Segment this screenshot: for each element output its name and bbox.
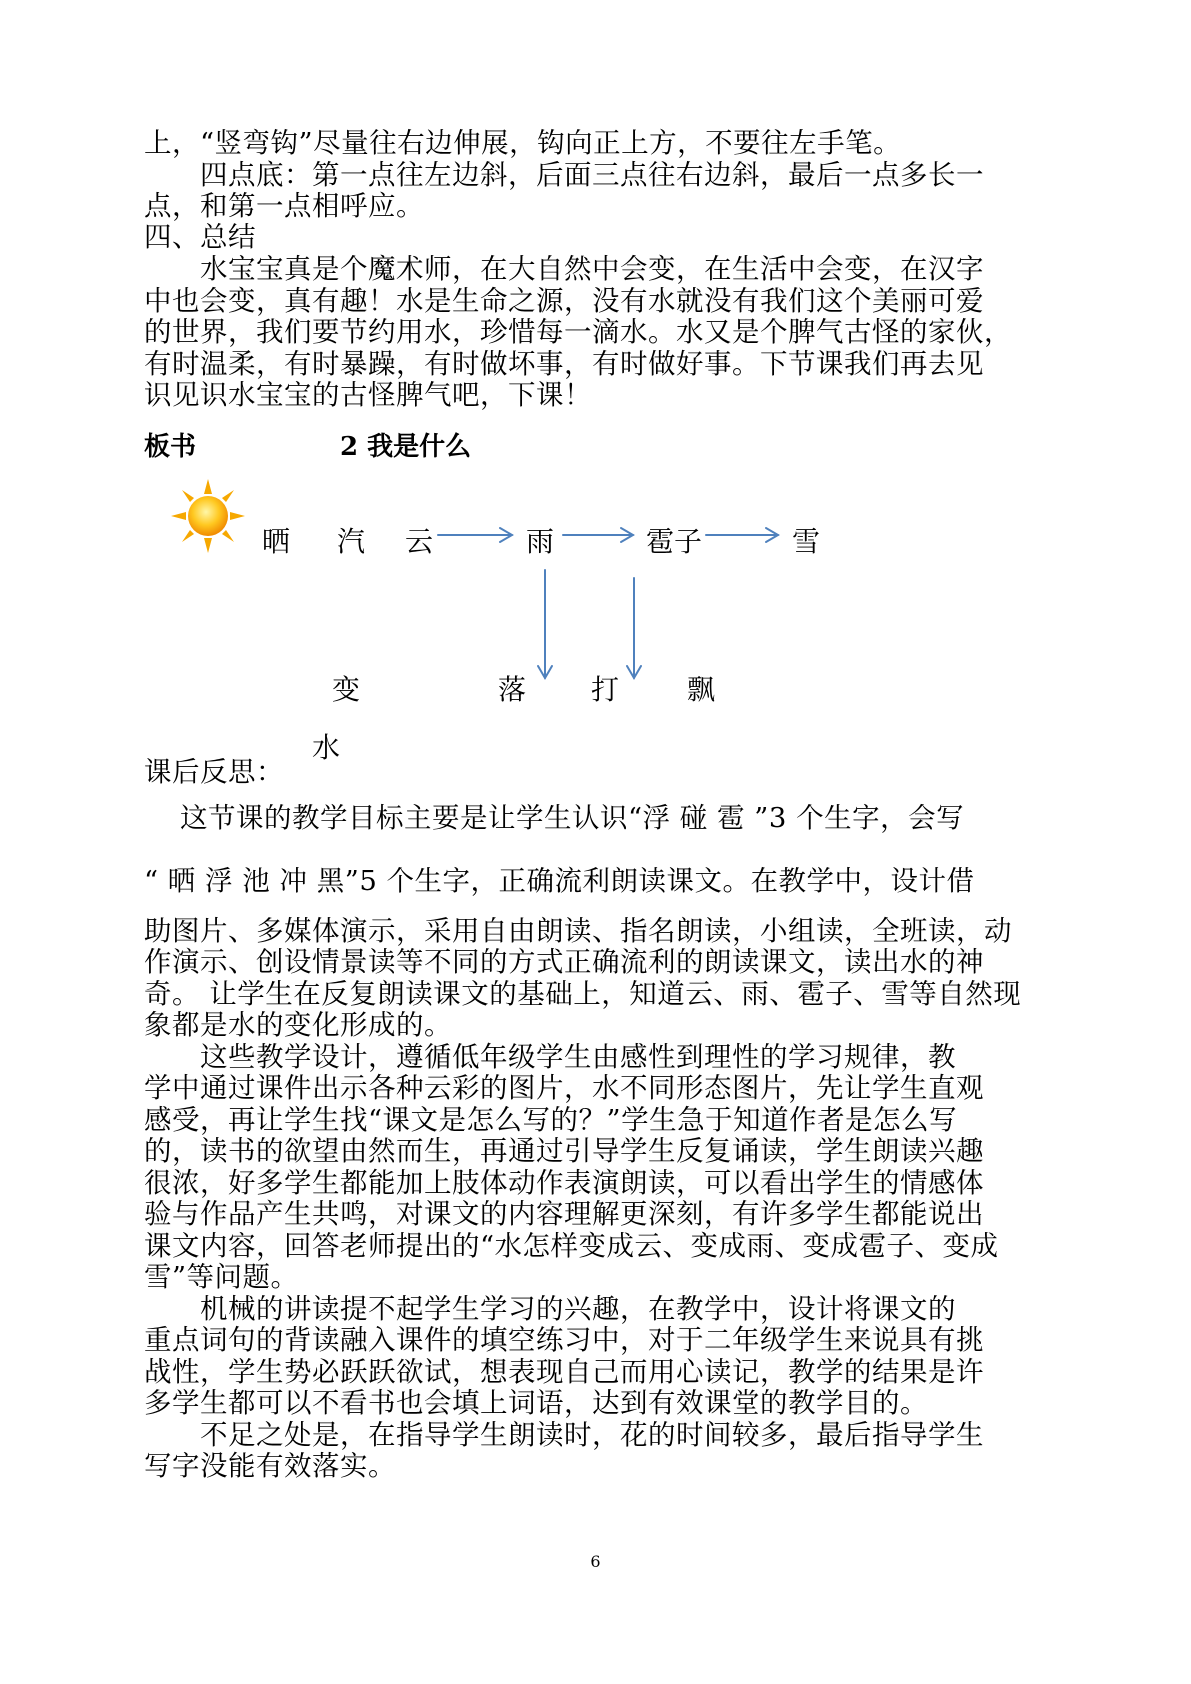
board-word: 雹子 [646,525,703,558]
board-word: 落 [498,673,527,706]
text-line: 战性，学生势必跃跃欲试，想表现自己而用心读记，教学的结果是许 [144,1356,984,1388]
text-line: 这节课的教学目标主要是让学生认识“浮 碰 雹 ”3 个生字，会写 [180,802,965,834]
text-line: 有时温柔，有时暴躁，有时做坏事，有时做好事。下节课我们再去见 [144,348,984,380]
board-word: 云 [405,525,434,558]
text-line: 写字没能有效落实。 [144,1450,396,1482]
board-word: 雨 [526,525,555,558]
text-line: 感受，再让学生找“课文是怎么写的？”学生急于知道作者是怎么写 [144,1104,958,1136]
board-word: 飘 [687,673,716,706]
text-line: 象都是水的变化形成的。 [144,1009,452,1041]
board-label: 板书 [144,432,197,462]
text-line: 点，和第一点相呼应。 [144,190,424,222]
text-line: 雪”等问题。 [144,1261,299,1293]
text-line: 验与作品产生共鸣，对课文的内容理解更深刻，有许多学生都能说出 [144,1198,984,1230]
arrow-down-icon [627,578,641,678]
board-word: 汽 [337,525,366,558]
arrow-right-icon [706,528,778,542]
text-line: 水宝宝真是个魔术师，在大自然中会变，在生活中会变，在汉字 [144,253,984,285]
text-line: 上，“竖弯钩”尽量往右边伸展，钩向正上方，不要往左手笔。 [144,127,902,159]
text-line: 不足之处是，在指导学生朗读时，花的时间较多，最后指导学生 [144,1419,984,1451]
text-line: 四点底：第一点往左边斜，后面三点往右边斜，最后一点多长一 [144,159,984,191]
arrow-right-icon [563,528,633,542]
page-number: 6 [590,1552,601,1571]
text-line: 中也会变，真有趣！水是生命之源，没有水就没有我们这个美丽可爱 [144,285,984,317]
section-heading: 四、总结 [144,221,256,253]
text-line: 重点词句的背读融入课件的填空练习中，对于二年级学生来说具有挑 [144,1324,984,1356]
text-line: 课文内容，回答老师提出的“水怎样变成云、变成雨、变成雹子、变成 [144,1230,999,1262]
arrow-right-icon [438,528,512,542]
text-line: 机械的讲读提不起学生学习的兴趣，在教学中，设计将课文的 [144,1293,956,1325]
text-line: 奇。 让学生在反复朗读课文的基础上，知道云、雨、雹子、雪等自然现 [144,978,1022,1010]
board-word: 雪 [792,525,821,558]
board-word: 打 [591,673,620,706]
arrow-down-icon [538,570,552,678]
text-line: 识见识水宝宝的古怪脾气吧，下课！ [144,379,592,411]
text-line: 学中通过课件出示各种云彩的图片，水不同形态图片，先让学生直观 [144,1072,984,1104]
board-word: 晒 [262,525,291,558]
board-title: 2 我是什么 [340,432,472,462]
reflection-label: 课后反思： [144,756,284,788]
board-word: 变 [332,673,361,706]
text-line: 这些教学设计，遵循低年级学生由感性到理性的学习规律，教 [144,1041,956,1073]
text-line: 作演示、创设情景读等不同的方式正确流利的朗读课文，读出水的神 [144,946,984,978]
text-line: 多学生都可以不看书也会填上词语，达到有效课堂的教学目的。 [144,1387,928,1419]
board-word: 水 [312,731,341,764]
text-line: “ 晒 浮 池 冲 黑”5 个生字，正确流利朗读课文。在教学中，设计借 [144,865,975,897]
text-line: 的，读书的欲望由然而生，再通过引导学生反复诵读，学生朗读兴趣 [144,1135,984,1167]
text-line: 的世界，我们要节约用水，珍惜每一滴水。水又是个脾气古怪的家伙， [144,316,1012,348]
text-line: 助图片、多媒体演示，采用自由朗读、指名朗读，小组读，全班读，动 [144,915,1012,947]
sun-icon [170,478,246,554]
text-line: 很浓，好多学生都能加上肢体动作表演朗读，可以看出学生的情感体 [144,1167,984,1199]
